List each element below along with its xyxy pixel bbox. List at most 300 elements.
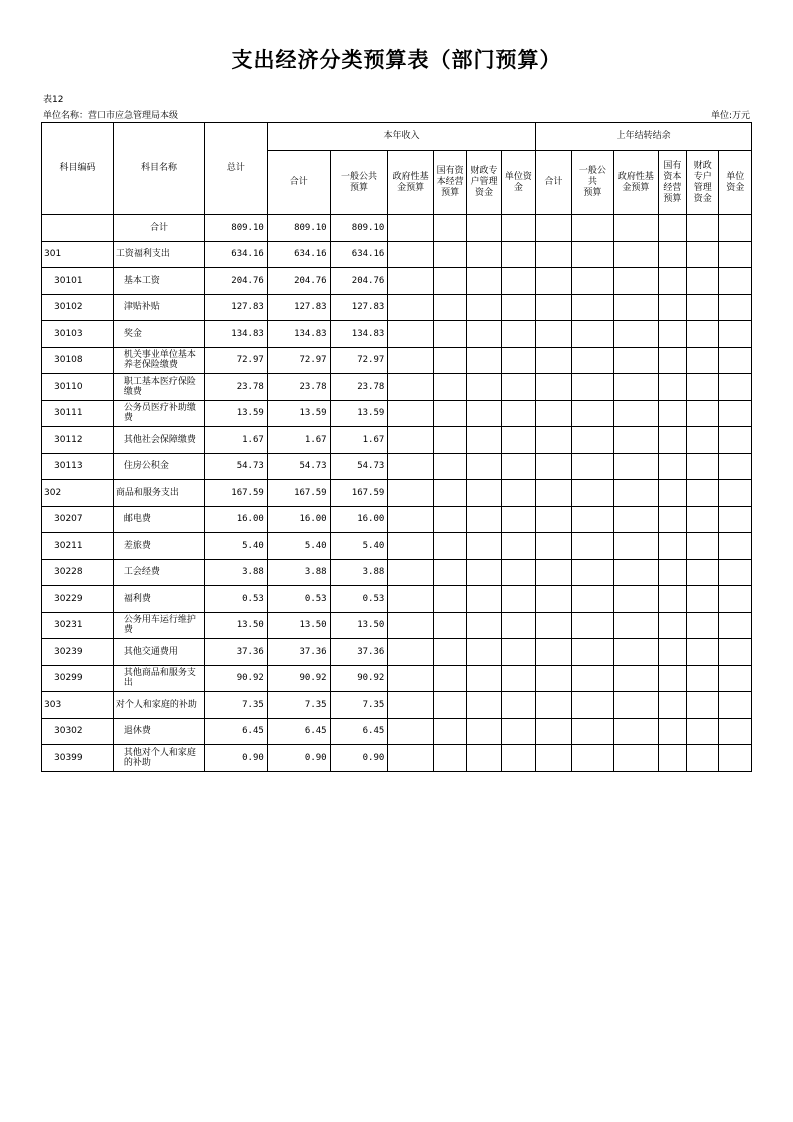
cell-empty	[433, 321, 466, 348]
cell-empty	[658, 215, 686, 242]
table-row	[42, 321, 752, 348]
cell-empty	[687, 347, 719, 374]
cell-empty	[719, 533, 752, 560]
cell-empty	[536, 745, 571, 772]
cell-code: 30110	[42, 374, 114, 401]
header-current-col-1: 一般公共 预算	[330, 151, 388, 215]
cell-empty	[571, 400, 614, 427]
cell-empty	[614, 241, 659, 268]
cell-empty	[388, 718, 434, 745]
cell-empty	[614, 294, 659, 321]
cell-empty	[719, 400, 752, 427]
cell-current-sum: 7.35	[267, 692, 330, 719]
cell-current-sum: 54.73	[267, 453, 330, 480]
cell-empty	[658, 559, 686, 586]
cell-current-sum: 72.97	[267, 347, 330, 374]
cell-empty	[614, 427, 659, 454]
cell-empty	[719, 745, 752, 772]
cell-total: 204.76	[205, 268, 268, 295]
cell-current-general: 16.00	[330, 506, 388, 533]
cell-current-general: 3.88	[330, 559, 388, 586]
cell-empty	[536, 533, 571, 560]
cell-empty	[501, 586, 535, 613]
cell-code: 30103	[42, 321, 114, 348]
cell-current-sum: 134.83	[267, 321, 330, 348]
header-name: 科目名称	[113, 123, 204, 215]
cell-empty	[501, 347, 535, 374]
cell-empty	[719, 718, 752, 745]
cell-empty	[536, 559, 571, 586]
cell-empty	[687, 533, 719, 560]
cell-current-general: 72.97	[330, 347, 388, 374]
cell-empty	[571, 453, 614, 480]
cell-empty	[719, 453, 752, 480]
cell-name: 工资福利支出	[113, 241, 204, 268]
cell-name: 其他对个人和家庭的补助	[113, 745, 204, 772]
cell-total: 3.88	[205, 559, 268, 586]
table-row	[42, 215, 752, 242]
table-row	[42, 453, 752, 480]
cell-current-sum: 6.45	[267, 718, 330, 745]
cell-empty	[571, 268, 614, 295]
cell-empty	[658, 241, 686, 268]
cell-empty	[388, 586, 434, 613]
cell-current-general: 0.90	[330, 745, 388, 772]
cell-empty	[536, 215, 571, 242]
cell-empty	[687, 665, 719, 692]
cell-total: 13.50	[205, 612, 268, 639]
cell-name: 工会经费	[113, 559, 204, 586]
cell-empty	[467, 533, 501, 560]
header-carryover-col-3: 国有 资本 经营 预算	[658, 151, 686, 215]
cell-empty	[658, 586, 686, 613]
cell-empty	[719, 347, 752, 374]
header-carryover: 上年结转结余	[536, 123, 752, 151]
cell-empty	[433, 268, 466, 295]
cell-empty	[467, 745, 501, 772]
cell-code: 301	[42, 241, 114, 268]
cell-empty	[614, 612, 659, 639]
cell-empty	[467, 639, 501, 666]
cell-empty	[467, 347, 501, 374]
cell-name: 其他交通费用	[113, 639, 204, 666]
cell-empty	[614, 268, 659, 295]
cell-empty	[501, 374, 535, 401]
cell-empty	[467, 559, 501, 586]
cell-empty	[467, 321, 501, 348]
cell-total: 90.92	[205, 665, 268, 692]
cell-empty	[467, 268, 501, 295]
cell-empty	[571, 612, 614, 639]
cell-empty	[687, 215, 719, 242]
cell-empty	[536, 612, 571, 639]
cell-current-general: 167.59	[330, 480, 388, 507]
cell-empty	[614, 215, 659, 242]
cell-empty	[687, 480, 719, 507]
header-carryover-col-5: 单位 资金	[719, 151, 752, 215]
cell-empty	[719, 612, 752, 639]
cell-total: 72.97	[205, 347, 268, 374]
cell-total: 54.73	[205, 453, 268, 480]
cell-empty	[687, 612, 719, 639]
cell-empty	[467, 294, 501, 321]
cell-current-sum: 3.88	[267, 559, 330, 586]
cell-empty	[433, 453, 466, 480]
cell-empty	[467, 718, 501, 745]
cell-empty	[687, 400, 719, 427]
cell-current-general: 0.53	[330, 586, 388, 613]
cell-empty	[658, 745, 686, 772]
cell-empty	[536, 480, 571, 507]
cell-empty	[571, 745, 614, 772]
cell-code: 30113	[42, 453, 114, 480]
cell-code: 30231	[42, 612, 114, 639]
cell-current-sum: 16.00	[267, 506, 330, 533]
cell-empty	[501, 215, 535, 242]
cell-current-sum: 13.59	[267, 400, 330, 427]
table-row	[42, 639, 752, 666]
cell-empty	[388, 268, 434, 295]
cell-current-general: 5.40	[330, 533, 388, 560]
cell-name: 对个人和家庭的补助	[113, 692, 204, 719]
cell-name: 退休费	[113, 718, 204, 745]
cell-empty	[501, 294, 535, 321]
cell-empty	[536, 294, 571, 321]
cell-empty	[501, 718, 535, 745]
cell-empty	[614, 347, 659, 374]
cell-empty	[388, 294, 434, 321]
cell-empty	[433, 215, 466, 242]
cell-current-sum: 37.36	[267, 639, 330, 666]
cell-empty	[433, 559, 466, 586]
cell-empty	[658, 400, 686, 427]
cell-name: 合计	[113, 215, 204, 242]
cell-code: 30101	[42, 268, 114, 295]
cell-empty	[388, 480, 434, 507]
cell-current-general: 13.59	[330, 400, 388, 427]
cell-current-sum: 809.10	[267, 215, 330, 242]
page-title: 支出经济分类预算表（部门预算）	[231, 48, 562, 72]
cell-empty	[501, 745, 535, 772]
table-row	[42, 241, 752, 268]
cell-total: 127.83	[205, 294, 268, 321]
cell-empty	[467, 400, 501, 427]
cell-empty	[388, 400, 434, 427]
cell-empty	[388, 506, 434, 533]
cell-empty	[658, 506, 686, 533]
cell-empty	[388, 745, 434, 772]
cell-empty	[536, 241, 571, 268]
cell-empty	[687, 321, 719, 348]
cell-empty	[571, 718, 614, 745]
cell-empty	[687, 268, 719, 295]
cell-empty	[388, 665, 434, 692]
cell-current-sum: 634.16	[267, 241, 330, 268]
cell-empty	[571, 294, 614, 321]
cell-empty	[536, 400, 571, 427]
cell-empty	[571, 480, 614, 507]
cell-empty	[388, 427, 434, 454]
cell-empty	[614, 559, 659, 586]
cell-empty	[614, 586, 659, 613]
cell-empty	[614, 480, 659, 507]
cell-name: 津贴补贴	[113, 294, 204, 321]
cell-empty	[614, 692, 659, 719]
table-row	[42, 400, 752, 427]
cell-empty	[614, 639, 659, 666]
cell-empty	[571, 586, 614, 613]
cell-current-sum: 0.90	[267, 745, 330, 772]
table-row	[42, 347, 752, 374]
cell-total: 37.36	[205, 639, 268, 666]
cell-empty	[433, 612, 466, 639]
header-carryover-col-0: 合计	[536, 151, 571, 215]
cell-name: 基本工资	[113, 268, 204, 295]
cell-empty	[467, 692, 501, 719]
cell-empty	[467, 612, 501, 639]
cell-code: 30112	[42, 427, 114, 454]
cell-empty	[719, 586, 752, 613]
cell-empty	[433, 692, 466, 719]
cell-empty	[433, 400, 466, 427]
cell-empty	[536, 321, 571, 348]
cell-total: 0.53	[205, 586, 268, 613]
cell-empty	[536, 427, 571, 454]
cell-empty	[536, 268, 571, 295]
budget-table	[41, 122, 752, 772]
cell-empty	[687, 453, 719, 480]
table-row	[42, 559, 752, 586]
cell-empty	[536, 506, 571, 533]
cell-empty	[614, 321, 659, 348]
cell-current-general: 127.83	[330, 294, 388, 321]
cell-total: 23.78	[205, 374, 268, 401]
cell-empty	[571, 347, 614, 374]
cell-empty	[614, 453, 659, 480]
cell-empty	[501, 533, 535, 560]
cell-current-sum: 127.83	[267, 294, 330, 321]
cell-empty	[501, 321, 535, 348]
header-current-col-5: 单位资 金	[501, 151, 535, 215]
cell-empty	[467, 427, 501, 454]
header-total: 总计	[205, 123, 268, 215]
cell-empty	[536, 453, 571, 480]
cell-empty	[433, 639, 466, 666]
cell-empty	[433, 294, 466, 321]
cell-current-sum: 13.50	[267, 612, 330, 639]
cell-empty	[536, 665, 571, 692]
cell-name: 住房公积金	[113, 453, 204, 480]
cell-empty	[658, 347, 686, 374]
header-carryover-col-1: 一般公 共 预算	[571, 151, 614, 215]
cell-empty	[719, 427, 752, 454]
cell-empty	[719, 268, 752, 295]
cell-empty	[388, 241, 434, 268]
cell-current-general: 90.92	[330, 665, 388, 692]
cell-name: 机关事业单位基本养老保险缴费	[113, 347, 204, 374]
cell-current-sum: 0.53	[267, 586, 330, 613]
cell-current-sum: 23.78	[267, 374, 330, 401]
cell-empty	[536, 692, 571, 719]
cell-total: 134.83	[205, 321, 268, 348]
cell-code: 30228	[42, 559, 114, 586]
cell-empty	[614, 718, 659, 745]
cell-empty	[501, 453, 535, 480]
cell-empty	[614, 400, 659, 427]
cell-empty	[433, 718, 466, 745]
cell-empty	[614, 374, 659, 401]
table-row	[42, 480, 752, 507]
cell-name: 差旅费	[113, 533, 204, 560]
cell-empty	[571, 639, 614, 666]
cell-empty	[658, 639, 686, 666]
sheet-label: 表12	[43, 95, 64, 105]
cell-name: 奖金	[113, 321, 204, 348]
cell-empty	[719, 321, 752, 348]
table-row	[42, 268, 752, 295]
cell-total: 0.90	[205, 745, 268, 772]
cell-empty	[433, 347, 466, 374]
cell-empty	[687, 586, 719, 613]
cell-empty	[571, 241, 614, 268]
cell-current-general: 54.73	[330, 453, 388, 480]
cell-empty	[388, 639, 434, 666]
cell-empty	[687, 559, 719, 586]
cell-total: 16.00	[205, 506, 268, 533]
cell-empty	[571, 559, 614, 586]
header-current-col-3: 国有资 本经营 预算	[433, 151, 466, 215]
header-current-col-4: 财政专 户管理 资金	[467, 151, 501, 215]
cell-empty	[687, 692, 719, 719]
cell-empty	[467, 241, 501, 268]
cell-empty	[571, 215, 614, 242]
cell-name: 公务员医疗补助缴费	[113, 400, 204, 427]
cell-current-sum: 204.76	[267, 268, 330, 295]
cell-empty	[719, 506, 752, 533]
cell-total: 634.16	[205, 241, 268, 268]
cell-empty	[388, 692, 434, 719]
cell-code: 30207	[42, 506, 114, 533]
header-code: 科目编码	[42, 123, 114, 215]
table-row	[42, 533, 752, 560]
cell-code: 30302	[42, 718, 114, 745]
cell-current-sum: 1.67	[267, 427, 330, 454]
cell-empty	[719, 559, 752, 586]
cell-empty	[433, 586, 466, 613]
cell-total: 13.59	[205, 400, 268, 427]
unit-label: 单位:万元	[710, 111, 750, 121]
cell-empty	[501, 241, 535, 268]
cell-code: 302	[42, 480, 114, 507]
table-row	[42, 586, 752, 613]
cell-empty	[687, 745, 719, 772]
cell-empty	[719, 241, 752, 268]
cell-current-general: 13.50	[330, 612, 388, 639]
cell-name: 公务用车运行维护费	[113, 612, 204, 639]
header-current-year: 本年收入	[267, 123, 535, 151]
cell-empty	[719, 294, 752, 321]
cell-code: 30299	[42, 665, 114, 692]
cell-empty	[658, 453, 686, 480]
cell-empty	[501, 665, 535, 692]
cell-empty	[433, 533, 466, 560]
cell-empty	[658, 321, 686, 348]
cell-current-general: 37.36	[330, 639, 388, 666]
cell-empty	[719, 215, 752, 242]
cell-empty	[388, 321, 434, 348]
table-row	[42, 374, 752, 401]
cell-empty	[571, 427, 614, 454]
cell-empty	[658, 427, 686, 454]
cell-current-general: 7.35	[330, 692, 388, 719]
cell-empty	[467, 506, 501, 533]
cell-total: 1.67	[205, 427, 268, 454]
cell-name: 商品和服务支出	[113, 480, 204, 507]
cell-empty	[719, 639, 752, 666]
cell-empty	[719, 374, 752, 401]
cell-empty	[501, 480, 535, 507]
cell-empty	[388, 215, 434, 242]
cell-empty	[571, 533, 614, 560]
cell-empty	[433, 427, 466, 454]
cell-empty	[658, 718, 686, 745]
cell-empty	[614, 533, 659, 560]
cell-code: 30102	[42, 294, 114, 321]
table-row	[42, 612, 752, 639]
cell-code: 30239	[42, 639, 114, 666]
cell-empty	[614, 506, 659, 533]
cell-empty	[501, 268, 535, 295]
cell-empty	[658, 268, 686, 295]
cell-empty	[467, 586, 501, 613]
cell-name: 其他商品和服务支出	[113, 665, 204, 692]
cell-total: 809.10	[205, 215, 268, 242]
cell-empty	[501, 692, 535, 719]
cell-empty	[571, 321, 614, 348]
cell-code: 30229	[42, 586, 114, 613]
unit-name: 单位名称：营口市应急管理局本级	[43, 111, 179, 121]
cell-current-general: 134.83	[330, 321, 388, 348]
cell-name: 福利费	[113, 586, 204, 613]
cell-empty	[388, 533, 434, 560]
cell-current-general: 204.76	[330, 268, 388, 295]
table-row	[42, 427, 752, 454]
cell-code: 30108	[42, 347, 114, 374]
cell-current-sum: 5.40	[267, 533, 330, 560]
cell-total: 5.40	[205, 533, 268, 560]
cell-empty	[658, 374, 686, 401]
cell-empty	[433, 506, 466, 533]
cell-empty	[536, 718, 571, 745]
cell-empty	[614, 745, 659, 772]
cell-empty	[388, 559, 434, 586]
cell-empty	[501, 427, 535, 454]
cell-empty	[719, 665, 752, 692]
cell-empty	[687, 427, 719, 454]
cell-empty	[658, 665, 686, 692]
cell-empty	[433, 480, 466, 507]
cell-empty	[501, 559, 535, 586]
cell-empty	[719, 480, 752, 507]
cell-empty	[536, 586, 571, 613]
cell-current-general: 6.45	[330, 718, 388, 745]
cell-empty	[501, 506, 535, 533]
cell-empty	[687, 639, 719, 666]
cell-current-sum: 167.59	[267, 480, 330, 507]
cell-empty	[614, 665, 659, 692]
cell-empty	[658, 612, 686, 639]
cell-code: 30211	[42, 533, 114, 560]
